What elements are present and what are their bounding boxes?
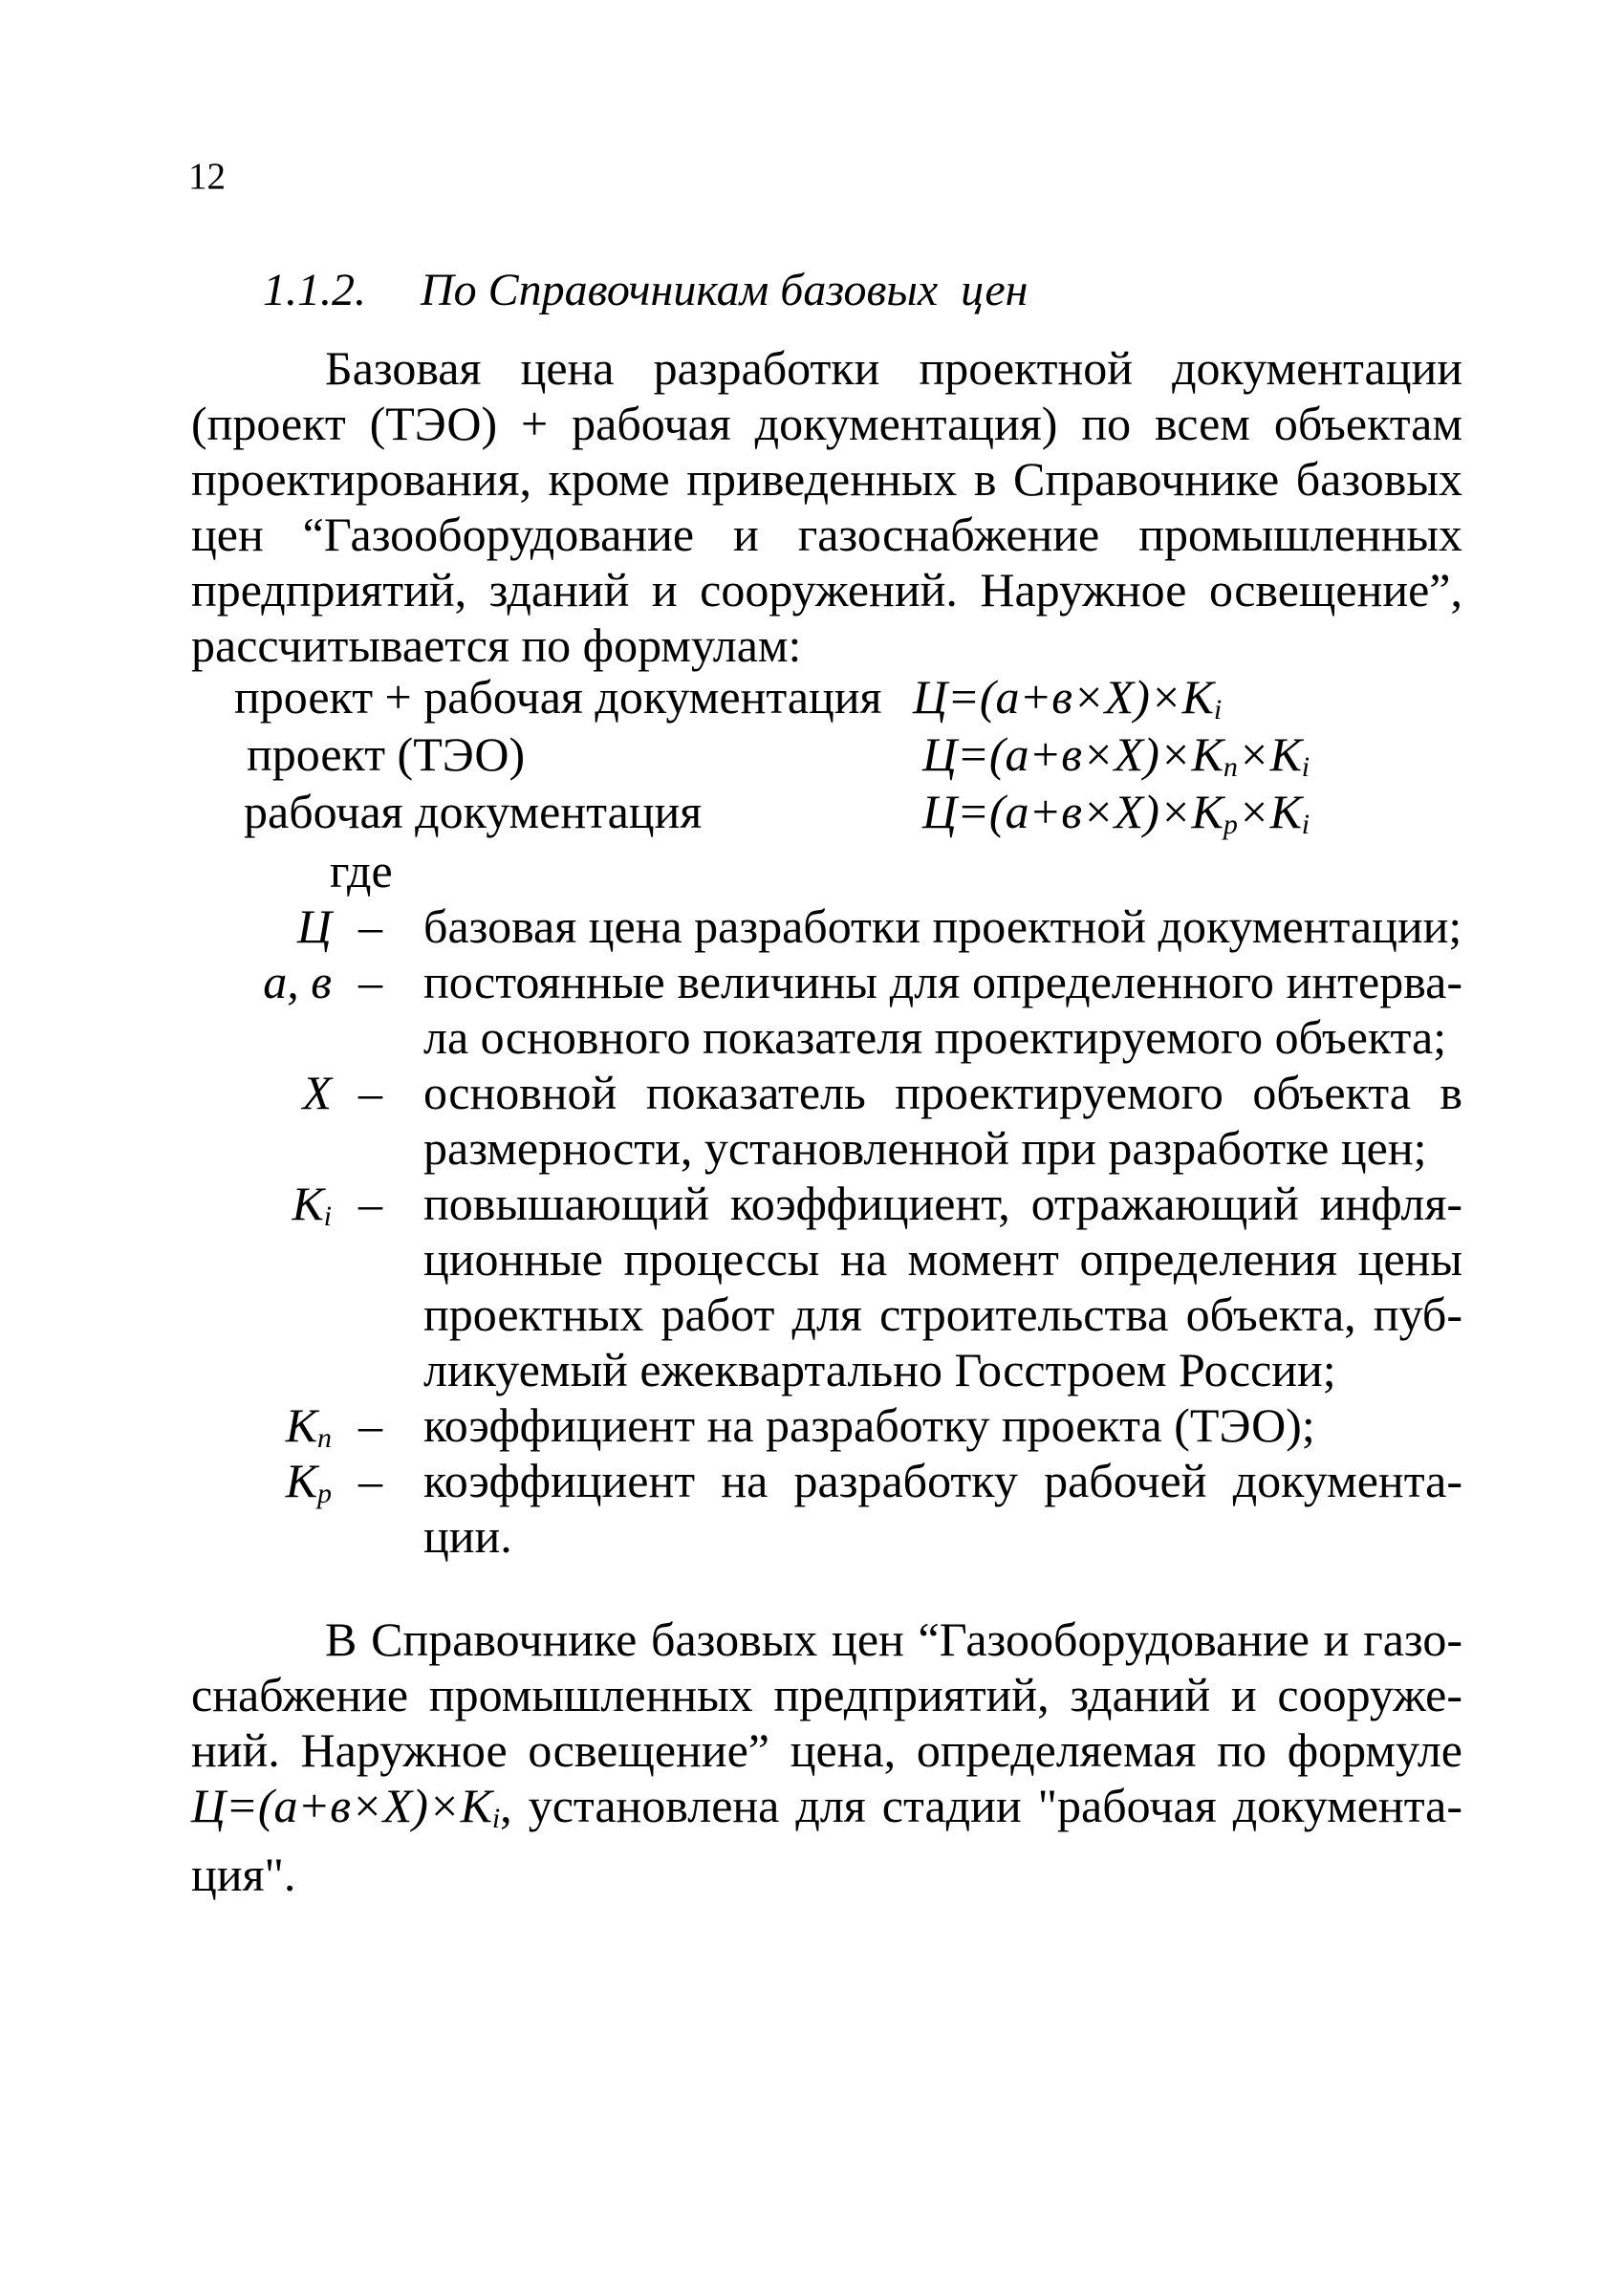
section-title: По Справочникам базовых цен: [421, 265, 1029, 315]
formula-subscript: i: [1301, 809, 1310, 840]
definition-text: [423, 1453, 1462, 1564]
paragraph-line: [191, 1778, 1462, 1847]
definition-dash: –: [358, 1066, 382, 1119]
definition-symbol: [286, 1397, 332, 1455]
definition-symbol: [292, 1176, 332, 1233]
formula-label: проект (ТЭО): [247, 727, 526, 781]
formula-mid: ×К: [1237, 785, 1302, 838]
formula-subscript: i: [1213, 694, 1223, 725]
definition-text: [423, 1176, 1462, 1397]
paragraph-line: проектирования, кроме приведенных в Справочнике базовых: [191, 452, 1462, 506]
definition-line: ла основного показателя проектируемого объекта;: [423, 1010, 1447, 1064]
paragraph-line: ний. Наружное освещение” цена, определяемая по формуле: [191, 1723, 1462, 1777]
definition-dash: –: [358, 899, 382, 953]
definition-line: ликуемый ежеквартально Госстроем России;: [423, 1343, 1336, 1396]
definition-line: ционные процессы на момент определения цены: [423, 1232, 1462, 1286]
paragraph-line: (проект (ТЭО) + рабочая документация) по всем объектам: [191, 397, 1462, 450]
definition-dash: –: [358, 955, 382, 1008]
paragraph-line: ция".: [191, 1848, 296, 1901]
formula-subscript: i: [1301, 751, 1310, 783]
paragraph-intro: [191, 340, 1462, 673]
definition-text: [423, 954, 1462, 1065]
symbol-main: К: [292, 1177, 324, 1230]
page-number: 12: [188, 156, 226, 197]
paragraph-line: снабжение промышленных предприятий, зданий и сооруже-: [191, 1668, 1462, 1721]
formula-main: Ц=(а+в×Х)×К: [913, 670, 1214, 724]
definition-line: размерности, установленной при разработке цен;: [423, 1121, 1427, 1175]
symbol-main: а, в: [263, 955, 332, 1008]
definition-dash: –: [358, 1398, 382, 1452]
symbol-subscript: i: [323, 1201, 332, 1232]
paragraph-line: цен “Газооборудование и газоснабжение промышленных: [191, 508, 1462, 561]
definition-line: коэффициент на разработку проекта (ТЭО);: [423, 1398, 1315, 1452]
definition-line: постоянные величины для определенного интерва-: [423, 955, 1462, 1008]
definition-text: [423, 1397, 1462, 1453]
inline-formula-subscript: i: [491, 1803, 501, 1834]
formula-expression: [922, 784, 1310, 841]
paragraph-line: Базовая цена разработки проектной документации: [325, 341, 1462, 395]
section-heading: [263, 264, 1028, 316]
definition-text: [423, 898, 1462, 954]
paragraph-line: В Справочнике базовых цен “Газооборудование и газо-: [325, 1612, 1462, 1666]
definition-line: базовая цена разработки проектной документации;: [423, 899, 1462, 953]
definition-symbol: [263, 954, 332, 1011]
definition-dash: –: [358, 1177, 382, 1230]
formula-expression: [922, 726, 1310, 784]
inline-formula-main: Ц=(а+в×Х)×К: [191, 1779, 492, 1832]
definition-line: проектных работ для строительства объекта, пуб-: [423, 1287, 1462, 1341]
definition-dash: –: [358, 1454, 382, 1507]
definition-text: [423, 1065, 1462, 1176]
section-number: 1.1.2.: [263, 265, 366, 315]
where-label: где: [330, 844, 393, 898]
symbol-main: К: [285, 1454, 317, 1507]
definition-line: основной показатель проектируемого объекта в: [423, 1066, 1462, 1119]
paragraph-line: рассчитывается по формулам:: [191, 618, 802, 672]
formula-label: рабочая документация: [244, 785, 703, 838]
definition-line: повышающий коэффициент, отражающий инфля-: [423, 1177, 1462, 1230]
definition-line: коэффициент на разработку рабочей документа-: [423, 1454, 1462, 1507]
symbol-subscript: р: [317, 1478, 332, 1509]
symbol-main: Ц: [296, 899, 332, 953]
definition-line: ции.: [423, 1509, 512, 1563]
symbol-main: К: [285, 1398, 317, 1452]
paragraph-conclusion: [191, 1612, 1462, 1902]
symbol-subscript: п: [317, 1422, 332, 1454]
formula-subscript: р: [1223, 809, 1238, 840]
paragraph-line-rest: , установлена для стадии "рабочая документа-: [500, 1779, 1462, 1832]
symbol-main: Х: [302, 1066, 332, 1119]
definition-symbol: [297, 898, 332, 956]
paragraph-line: предприятий, зданий и сооружений. Наружное освещение”,: [191, 563, 1462, 617]
formula-label: проект + рабочая документация: [234, 670, 882, 724]
inline-formula: [191, 1779, 500, 1832]
formula-mid: ×К: [1237, 727, 1302, 781]
definition-symbol: [302, 1065, 332, 1122]
formula-main: Ц=(а+в×Х)×К: [922, 785, 1223, 838]
formula-main: Ц=(а+в×Х)×К: [922, 727, 1223, 781]
formula-subscript: п: [1223, 751, 1238, 783]
definition-symbol: [286, 1453, 332, 1510]
formula-expression: [913, 669, 1222, 726]
